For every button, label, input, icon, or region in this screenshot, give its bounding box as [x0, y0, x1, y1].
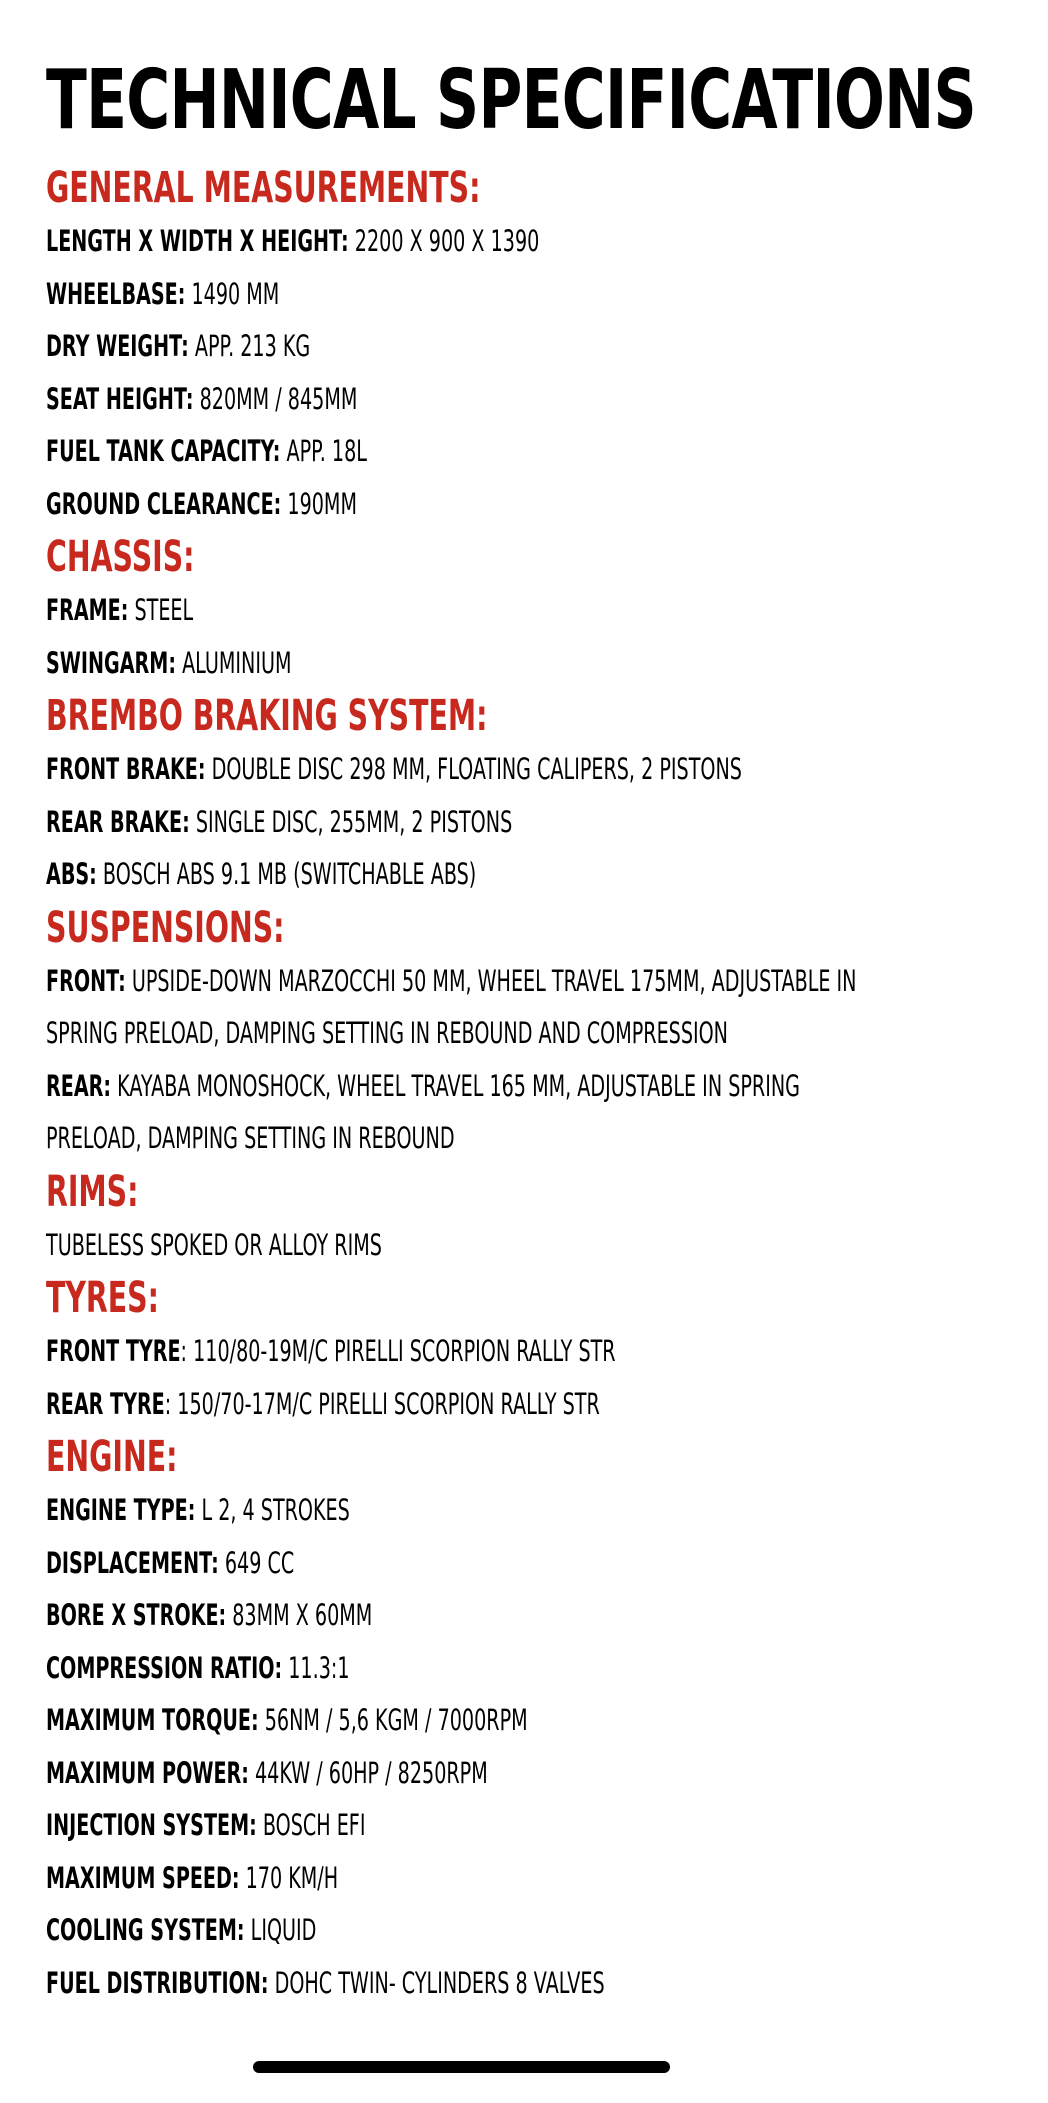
- spec-row-seat-height: [46, 373, 699, 426]
- section-heading-suspensions: SUSPENSIONS:: [46, 902, 285, 953]
- spec-value: 649 CC: [218, 1545, 295, 1580]
- spec-row-injection-system: [46, 1799, 699, 1852]
- spec-label: REAR:: [46, 1068, 112, 1103]
- spec-value: PRELOAD, DAMPING SETTING IN REBOUND: [46, 1121, 455, 1155]
- spec-value: STEEL: [128, 593, 194, 627]
- section-heading-tyres: TYRES:: [46, 1273, 159, 1323]
- spec-label: REAR BRAKE:: [46, 804, 190, 839]
- spec-row-bore-stroke: [46, 1589, 699, 1642]
- spec-label: SEAT HEIGHT:: [46, 381, 194, 416]
- spec-row-max-power: [46, 1747, 699, 1800]
- spec-row-engine-type: [46, 1484, 699, 1537]
- spec-value: DOUBLE DISC 298 MM, FLOATING CALIPERS, 2 PISTONS: [205, 752, 742, 786]
- spec-label: MAXIMUM SPEED:: [46, 1860, 240, 1895]
- spec-value: BOSCH ABS 9.1 MB (SWITCHABLE ABS): [96, 857, 477, 891]
- spec-value: UPSIDE-DOWN MARZOCCHI 50 MM, WHEEL TRAVEL 175MM, ADJUSTABLE IN: [125, 963, 857, 998]
- spec-label: FUEL TANK CAPACITY:: [46, 434, 281, 468]
- page-title: TECHNICAL SPECIFICATIONS: [46, 53, 976, 148]
- spec-row-rear-tyre: [46, 1378, 699, 1431]
- spec-label: ABS:: [46, 857, 97, 891]
- spec-row-dry-weight: [46, 320, 699, 373]
- spec-label: FRAME:: [46, 593, 129, 627]
- spec-value: DOHC TWIN- CYLINDERS 8 VALVES: [268, 1965, 605, 2000]
- spec-value: 170 KM/H: [239, 1860, 339, 1895]
- spec-value: ALUMINIUM: [175, 645, 292, 680]
- spec-value: 83MM X 60MM: [226, 1598, 373, 1632]
- spec-label: DISPLACEMENT:: [46, 1545, 219, 1580]
- spec-label: FRONT BRAKE:: [46, 752, 206, 786]
- spec-row-ground-clearance: [46, 478, 699, 531]
- section-heading-rims: RIMS:: [46, 1166, 139, 1217]
- spec-label: SWINGARM:: [46, 645, 176, 680]
- spec-row-dimensions: [46, 215, 699, 268]
- spec-row-cooling-system: [46, 1904, 699, 1957]
- spec-value: 44KW / 60HP / 8250RPM: [248, 1755, 488, 1790]
- spec-label: MAXIMUM POWER:: [46, 1755, 249, 1790]
- spec-label: COMPRESSION RATIO:: [46, 1650, 283, 1685]
- spec-row-max-torque: [46, 1694, 699, 1747]
- spec-row-rear-suspension: [46, 1060, 801, 1113]
- spec-row-compression-ratio: [46, 1642, 699, 1695]
- spec-value: KAYABA MONOSHOCK, WHEEL TRAVEL 165 MM, ADJUSTABLE IN SPRING: [111, 1068, 801, 1103]
- section-heading-engine: ENGINE:: [46, 1432, 178, 1482]
- spec-label: REAR TYRE: [46, 1386, 165, 1421]
- spec-label: FUEL DISTRIBUTION:: [46, 1965, 269, 2000]
- spec-label: MAXIMUM TORQUE:: [46, 1703, 259, 1737]
- spec-value: LIQUID: [244, 1913, 317, 1947]
- spec-label: INJECTION SYSTEM:: [46, 1808, 257, 1842]
- spec-row-swingarm: [46, 637, 699, 690]
- spec-row-rear-suspension-cont: [46, 1112, 699, 1165]
- spec-value: : 110/80-19M/C PIRELLI SCORPION RALLY STR: [180, 1334, 616, 1368]
- spec-label: GROUND CLEARANCE:: [46, 486, 282, 521]
- spec-label: WHEELBASE:: [46, 276, 186, 311]
- spec-row-fuel-tank: [46, 425, 699, 478]
- spec-label: FRONT:: [46, 963, 126, 998]
- spec-label: DRY WEIGHT:: [46, 329, 189, 363]
- spec-value: 190MM: [281, 486, 357, 521]
- spec-row-fuel-distribution: [46, 1957, 699, 2010]
- spec-row-rear-brake: [46, 796, 699, 849]
- spec-value: BOSCH EFI: [256, 1808, 366, 1842]
- spec-value: L 2, 4 STROKES: [195, 1493, 350, 1527]
- spec-row-frame: [46, 584, 699, 637]
- spec-row-abs: [46, 848, 699, 901]
- spec-row-displacement: [46, 1537, 699, 1590]
- spec-label: COOLING SYSTEM:: [46, 1913, 245, 1947]
- spec-row-wheelbase: [46, 268, 699, 321]
- section-heading-braking-system: BREMBO BRAKING SYSTEM:: [46, 691, 488, 741]
- spec-label: FRONT TYRE: [46, 1334, 181, 1368]
- spec-label: BORE X STROKE:: [46, 1598, 227, 1632]
- spec-value: TUBELESS SPOKED OR ALLOY RIMS: [46, 1227, 382, 1262]
- section-heading-general-measurements: GENERAL MEASUREMENTS:: [46, 163, 481, 213]
- spec-row-front-brake: [46, 743, 742, 796]
- spec-value: APP. 213 KG: [188, 329, 311, 363]
- spec-value: : 150/70-17M/C PIRELLI SCORPION RALLY STR: [164, 1386, 600, 1421]
- spec-row-front-suspension: [46, 955, 857, 1008]
- spec-value: 1490 MM: [185, 276, 280, 311]
- spec-value: SINGLE DISC, 255MM, 2 PISTONS: [189, 804, 513, 839]
- spec-label: LENGTH X WIDTH X HEIGHT:: [46, 224, 349, 258]
- spec-value: 56NM / 5,6 KGM / 7000RPM: [258, 1703, 528, 1737]
- section-heading-chassis: CHASSIS:: [46, 532, 195, 582]
- spec-value: SPRING PRELOAD, DAMPING SETTING IN REBOUND AND COMPRESSION: [46, 1016, 728, 1050]
- spec-value: 11.3:1: [282, 1650, 350, 1685]
- spec-value: 820MM / 845MM: [193, 381, 358, 416]
- spec-value: APP. 18L: [280, 434, 367, 468]
- spec-sheet: [46, 48, 1036, 2009]
- spec-value: 2200 X 900 X 1390: [348, 224, 540, 258]
- home-indicator[interactable]: [253, 2061, 670, 2073]
- spec-row-rims: [46, 1219, 699, 1272]
- spec-row-front-tyre: [46, 1325, 699, 1378]
- spec-row-max-speed: [46, 1852, 699, 1905]
- spec-row-front-suspension-cont: [46, 1007, 728, 1060]
- spec-label: ENGINE TYPE:: [46, 1493, 196, 1527]
